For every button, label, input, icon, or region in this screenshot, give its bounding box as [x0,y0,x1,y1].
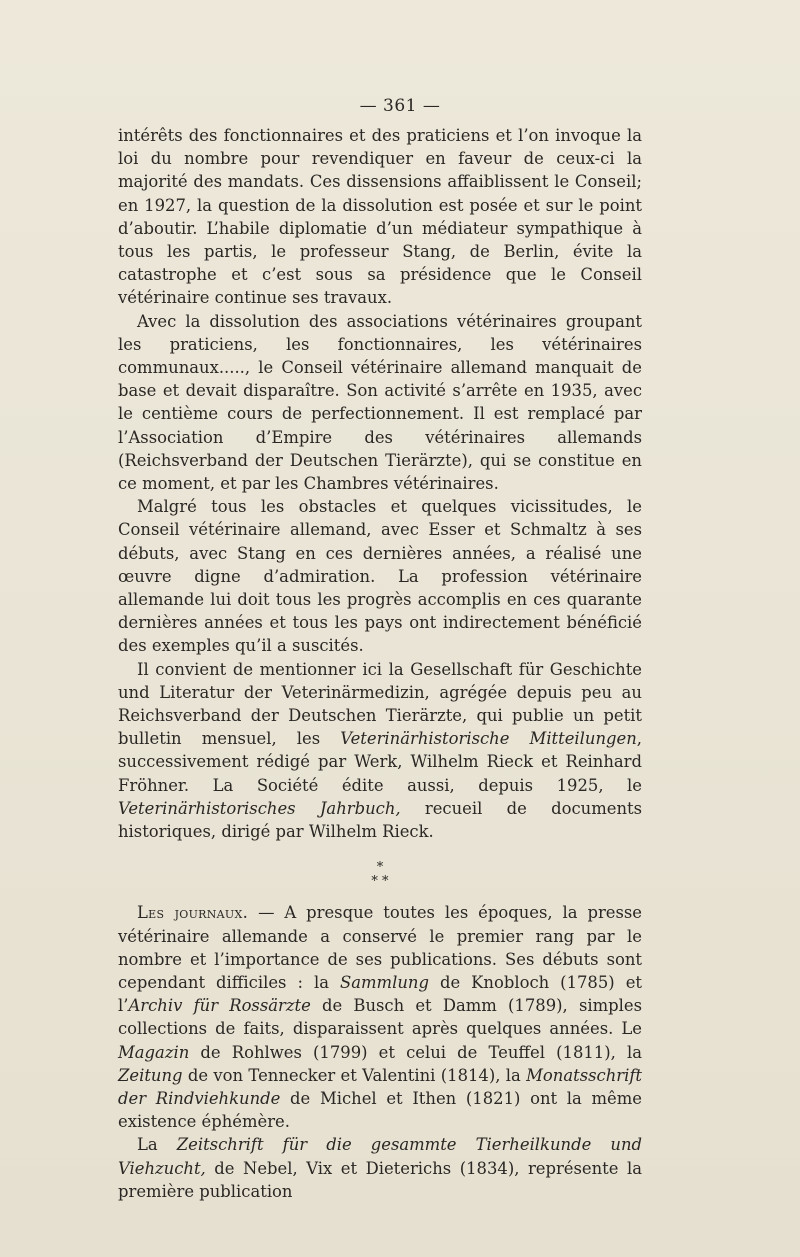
italic-title: Veterinärhistorische Mitteilungen [340,729,637,749]
text-run: de Busch et Damm (1789), simples collections de faits, disparaissent après quelques années. Le [118,996,642,1039]
text-run: de Knobloch (1785) et l’ [118,972,642,1016]
asterism-bottom: * * [371,874,389,890]
asterism-separator [118,843,642,901]
paragraph [118,124,642,310]
paragraphs-before-separator [118,124,642,843]
paragraph [118,310,642,496]
text-run: — A presque toutes les époques, la presse vétérinaire allemande a conservé le premier rang par le nombre et l’importance de ses publications. Ses débuts sont cependant difficiles : la [118,903,643,992]
text-run: Il convient de mentionner ici la Gesellschaft für Geschichte und Literatur der Veterinärmedizin, agrégée depuis peu au Reichsverband der Deutschen Tierärzte, qui publie un petit bulletin mensuel, les [118,659,642,749]
italic-title: Veterinärhistorisches Jahrbuch, [118,798,401,818]
paragraph [118,495,642,657]
text-run: de Rohlwes (1799) et celui de Teuffel (1811), la [189,1042,642,1062]
paragraphs-after-separator [118,901,642,1203]
section-heading: Les journaux. [137,903,249,923]
text-block [118,124,642,1203]
paragraph [118,901,642,1133]
text-run: intérêts des fonctionnaires et des praticiens et l’on invoque la loi du nombre pour revendiquer en faveur de ceux-ci la majorité des mandats. Ces dissensions affaiblissent le Conseil; en 1927, la question de la dissolution est posée et sur le point d’aboutir. L’habile diplomatie d’un médiateur sympathique à tous les partis, le professeur Stang, de Berlin, évite la catastrophe et c’est sous sa présidence que le Conseil vétérinaire continue ses travaux. [118,126,642,308]
italic-title: Sammlung [340,972,429,992]
italic-title: Magazin [118,1042,190,1062]
text-run: recueil de documents historiques, dirigé par Wilhelm Rieck. [118,798,643,842]
italic-title: Archiv für Rossärzte [128,996,311,1016]
text-run: Malgré tous les obstacles et quelques vicissitudes, le Conseil vétérinaire allemand, avec Esser et Schmaltz à ses débuts, avec Stang en ces dernières années, a réalisé une œuvre digne d’admiration. La profession vétérinaire allemande lui doit tous les progrès accomplis en ces quarante dernières années et tous les pays ont indirectement bénéficié des exemples qu’il a suscités. [118,497,642,656]
text-run: Avec la dissolution des associations vétérinaires groupant les praticiens, les fonctionnaires, les vétérinaires communaux....., le Conseil vétérinaire allemand manquait de base et devait disparaître. Son activité s’arrête en 1935, avec le centième cours de perfectionnement. Il est remplacé par l’Association d’Empire des vétérinaires allemands (Reichsverband der Deutschen Tierärzte), qui se constitue en ce moment, et par les Chambres vétérinaires. [118,311,642,494]
paragraph [118,1133,642,1203]
italic-title: Zeitung [118,1065,183,1085]
italic-title: Monatsschrift der Rindviehkunde [118,1065,642,1108]
text-run: , successivement rédigé par Werk, Wilhelm Rieck et Reinhard Fröhner. La Société édite aussi, depuis 1925, le [118,729,642,795]
asterism-top: * [376,860,384,876]
text-run: de Michel et Ithen (1821) ont la même existence éphémère. [118,1088,642,1132]
text-run: La [137,1135,177,1155]
text-run: de von Tennecker et Valentini (1814), la [182,1065,527,1085]
paragraph [118,658,642,844]
italic-title: Zeitschrift für die gesammte Tierheilkunde und Viehzucht, [118,1135,642,1178]
page-number: — 361 — [359,96,441,116]
text-run: de Nebel, Vix et Dieterichs (1834), représente la première publication [118,1158,642,1201]
